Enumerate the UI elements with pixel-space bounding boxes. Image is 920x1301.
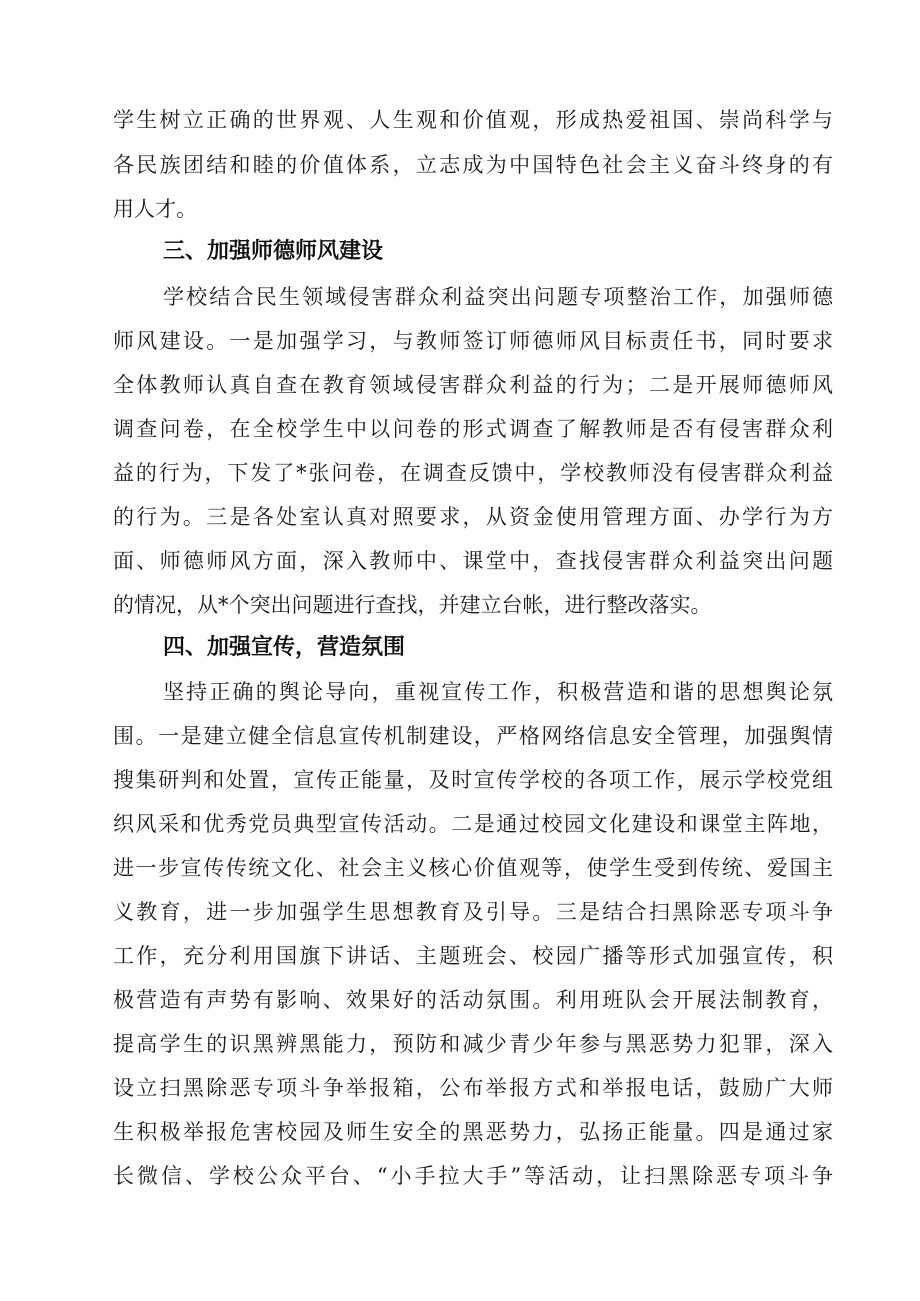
paragraph-line: 义教育，进一步加强学生思想教育及引导。三是结合扫黑除恶专项斗争 [113,900,833,924]
paragraph-line: 设立扫黑除恶专项斗争举报箱，公布举报方式和举报电话，鼓励广大师 [113,1076,833,1100]
paragraph-line: 面、师德师风方面，深入教师中、课堂中，查找侵害群众利益突出问题 [113,549,833,573]
paragraph-line: 长微信、学校公众平台、“小手拉大手”等活动，让扫黑除恶专项斗争 [113,1164,833,1188]
paragraph-line: 学生树立正确的世界观、人生观和价值观，形成热爱祖国、崇尚科学与 [113,108,833,132]
paragraph-line: 全体教师认真自查在教育领域侵害群众利益的行为；二是开展师德师风 [113,373,833,397]
paragraph-line: 益的行为，下发了*张问卷，在调查反馈中，学校教师没有侵害群众利益 [113,461,833,485]
paragraph-line: 学校结合民生领域侵害群众利益突出问题专项整治工作，加强师德 [163,285,833,309]
paragraph-line: 坚持正确的舆论导向，重视宣传工作，积极营造和谐的思想舆论氛 [163,680,833,704]
section-heading: 三、加强师德师风建设 [163,239,384,264]
paragraph-line: 的行为。三是各处室认真对照要求，从资金使用管理方面、办学行为方 [113,505,833,529]
paragraph-line: 生积极举报危害校园及师生安全的黑恶势力，弘扬正能量。四是通过家 [113,1120,833,1144]
paragraph-line: 极营造有声势有影响、效果好的活动氛围。利用班队会开展法制教育， [113,988,833,1012]
paragraph-line: 织风采和优秀党员典型宣传活动。二是通过校园文化建设和课堂主阵地， [113,812,833,836]
paragraph-line: 的情况，从*个突出问题进行查找，并建立台帐，进行整改落实。 [113,593,712,617]
section-heading: 四、加强宣传，营造氛围 [163,635,406,660]
paragraph-line: 用人才。 [113,197,197,221]
paragraph-line: 进一步宣传传统文化、社会主义核心价值观等，使学生受到传统、爱国主 [113,856,833,880]
paragraph-line: 搜集研判和处置，宣传正能量，及时宣传学校的各项工作，展示学校党组 [113,768,833,792]
paragraph-line: 调查问卷，在全校学生中以问卷的形式调查了解教师是否有侵害群众利 [113,417,833,441]
paragraph-line: 围。一是建立健全信息宣传机制建设，严格网络信息安全管理，加强舆情 [113,724,833,748]
paragraph-line: 提高学生的识黑辨黑能力，预防和减少青少年参与黑恶势力犯罪，深入 [113,1032,833,1056]
paragraph-line: 各民族团结和睦的价值体系，立志成为中国特色社会主义奋斗终身的有 [113,153,833,177]
paragraph-line: 师风建设。一是加强学习，与教师签订师德师风目标责任书，同时要求 [113,329,833,353]
paragraph-line: 工作，充分利用国旗下讲话、主题班会、校园广播等形式加强宣传，积 [113,944,833,968]
